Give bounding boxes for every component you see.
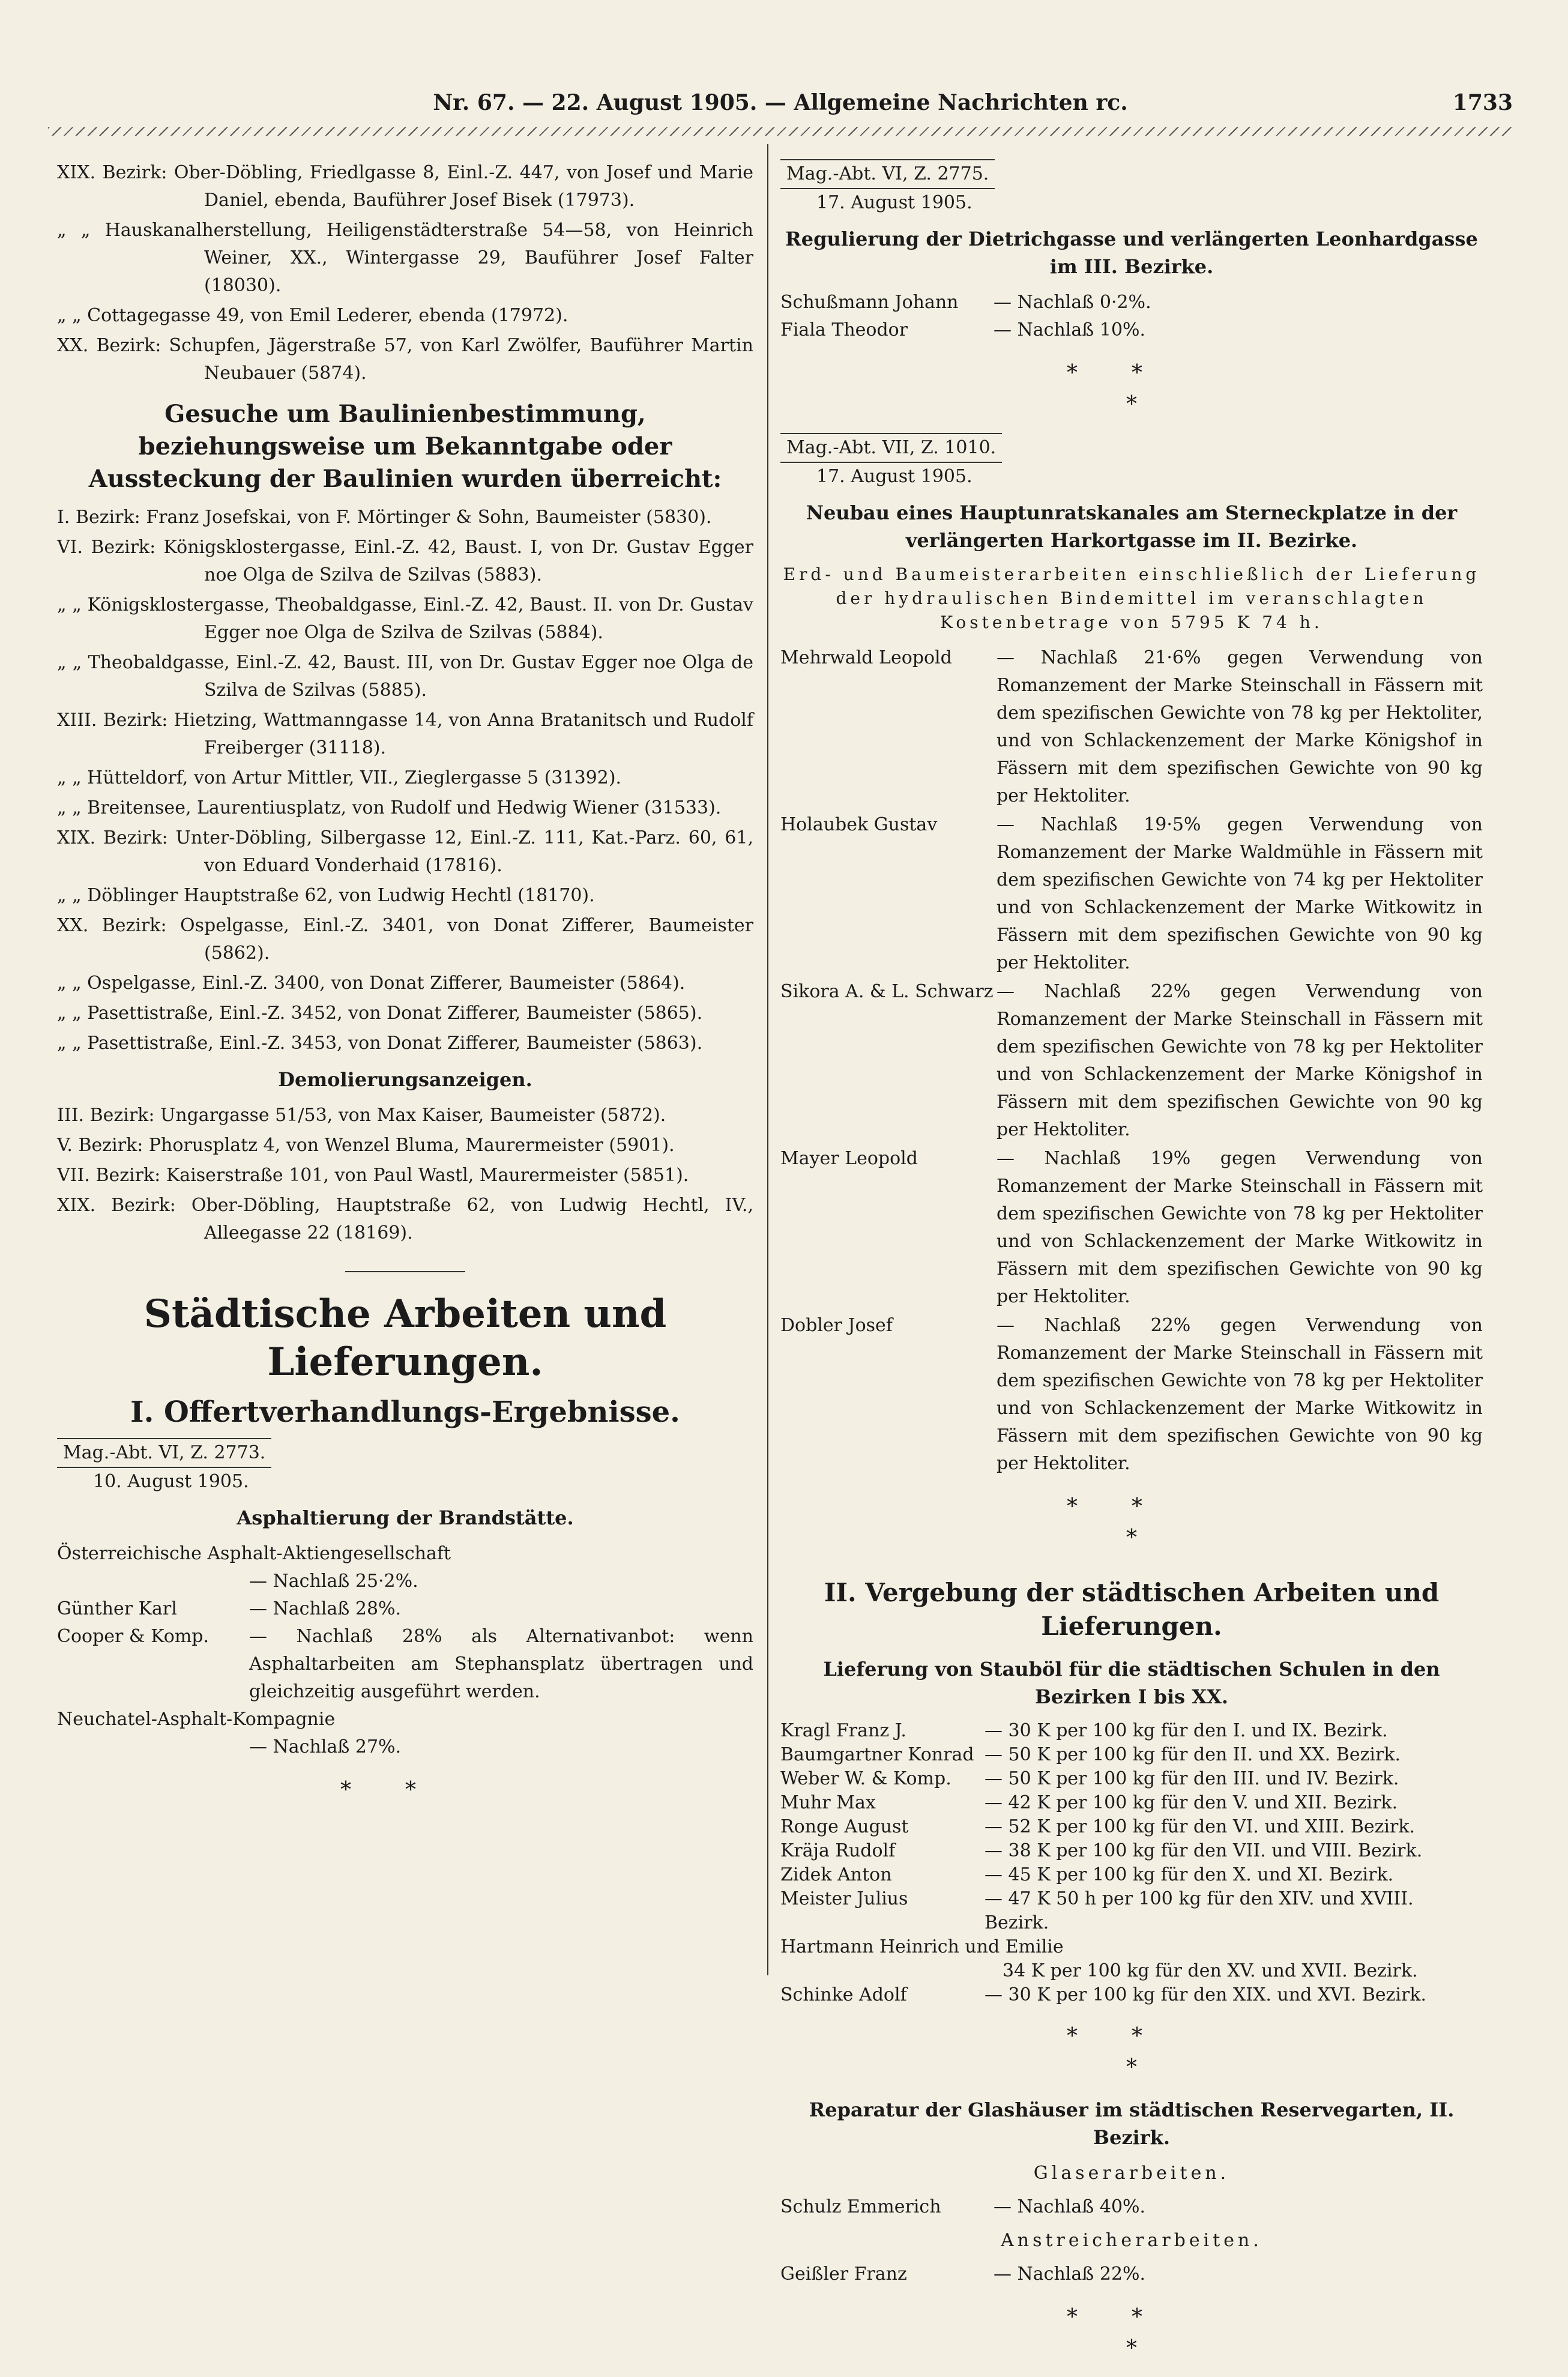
list-item: Geißler Franz — Nachlaß 22%.	[780, 2264, 1146, 2285]
separator-stars: **	[1067, 2305, 1196, 2330]
subtopic-anstreicher: Anstreicherarbeiten.	[1001, 2230, 1262, 2251]
entry: „ „ Cottagegasse 49, von Emil Lederer, ebenda (17972).	[57, 305, 568, 326]
list-item: Meister Julius — 47 K 50 h per 100 kg für den XIV. und XVIII. Bezirk.	[780, 1888, 1414, 1933]
entry: XX. Bezirk: Ospelgasse, Einl.-Z. 3401, von Donat Zifferer, Baumeister (5862).	[57, 915, 753, 964]
column-rule	[767, 144, 768, 1975]
list-item: Ronge August — 52 K per 100 kg für den VI. und XIII. Bezirk.	[780, 1816, 1416, 1837]
list-item: Schinke Adolf — 30 K per 100 kg für den XIX. und XVI. Bezirk.	[780, 1984, 1427, 2005]
big-title: Städtische Arbeiten und Lieferungen.	[143, 1291, 667, 1385]
page-header	[48, 84, 1513, 126]
separator-stars: **	[340, 1778, 470, 1802]
entry: XIX. Bezirk: Ober-Döbling, Hauptstraße 62, von Ludwig Hechtl, IV., Alleegasse 22 (18169).	[57, 1195, 753, 1243]
entry: „ „ Breitensee, Laurentiusplatz, von Rudolf und Hedwig Wiener (31533).	[57, 797, 722, 818]
baulinien-entries	[57, 504, 753, 1057]
list-item: Österreichische Asphalt-Aktiengesellschaft — Nachlaß 25·2%.	[57, 1543, 451, 1592]
page-number: 1733	[1452, 90, 1513, 115]
entry: XX. Bezirk: Schupfen, Jägerstraße 57, von Karl Zwölfer, Bauführer Martin Neubauer (5874).	[57, 335, 753, 384]
list-item: Zidek Anton — 45 K per 100 kg für den X. und XI. Bezirk.	[780, 1864, 1394, 1885]
list-item: Hartmann Heinrich und Emilie 34 K per 100 kg für den XV. und XVII. Bezirk.	[780, 1936, 1418, 1981]
mag-date: 10. August 1905.	[93, 1471, 249, 1492]
entry: VII. Bezirk: Kaiserstraße 101, von Paul Wastl, Maurermeister (5851).	[57, 1165, 689, 1186]
block-glashaeuser	[780, 2096, 1483, 2363]
list-item: Günther Karl — Nachlaß 28%.	[57, 1598, 402, 1619]
list-item: Neuchatel-Asphalt-Kompagnie — Nachlaß 27%.	[57, 1709, 402, 1757]
separator-star: *	[1126, 1526, 1137, 1550]
list-item: Kragl Franz J. — 30 K per 100 kg für den I. und IX. Bezirk.	[780, 1720, 1388, 1741]
entry: „ „ Döblinger Hauptstraße 62, von Ludwig Hechtl (18170).	[57, 885, 595, 906]
topic: Neubau eines Hauptunratskanales am Sterneckplatze in der verlängerten Harkortgasse im II. Bezirke.	[806, 501, 1458, 552]
list-item: Fiala Theodor — Nachlaß 10%.	[780, 319, 1146, 340]
topic: Reparatur der Glashäuser im städtischen Reservegarten, II. Bezirk.	[809, 2098, 1455, 2149]
list-item: Dobler Josef — Nachlaß 22% gegen Verwendung von Romanzement der Marke Steinschall in Fässern mit dem spezifischen Gewichte von 78 kg per Hektoliter und von Schlackenzement der Marke Witkowitz in Fässern mit dem spezifischen Gewichte von 90 kg per Hektoliter.	[780, 1315, 1483, 1474]
section-vergebung-heading: II. Vergebung der städtischen Arbeiten und Lieferungen.	[824, 1578, 1440, 1641]
separator-star: *	[1126, 2336, 1137, 2361]
separator-stars: **	[1067, 2024, 1196, 2049]
mag-date: 17. August 1905.	[816, 192, 972, 213]
divider	[345, 1271, 465, 1272]
entry: III. Bezirk: Ungargasse 51/53, von Max Kaiser, Baumeister (5872).	[57, 1105, 666, 1126]
list-item: Kräja Rudolf — 38 K per 100 kg für den VII. und VIII. Bezirk.	[780, 1840, 1423, 1861]
separator-stars: **	[1067, 1494, 1196, 1519]
demolierung-entries	[57, 1102, 753, 1247]
stauboel-list	[780, 1719, 1483, 2007]
entry: XIX. Bezirk: Unter-Döbling, Silbergasse 12, Einl.-Z. 111, Kat.-Parz. 60, 61, von Eduard Vonderhaid (17816).	[57, 827, 754, 876]
header-rule	[48, 127, 1513, 136]
topic: Lieferung von Stauböl für die städtischen Schulen in den Bezirken I bis XX.	[823, 1658, 1440, 1708]
entry: „ „ Pasettistraße, Einl.-Z. 3452, von Donat Zifferer, Baumeister (5865).	[57, 1003, 703, 1024]
header-title: Nr. 67. — 22. August 1905. — Allgemeine Nachrichten rc.	[433, 90, 1128, 115]
entry: „ „ Pasettistraße, Einl.-Z. 3453, von Donat Zifferer, Baumeister (5863).	[57, 1033, 703, 1054]
subtitle-offert: I. Offertverhandlungs-Ergebnisse.	[130, 1395, 680, 1429]
top-entries	[57, 159, 753, 387]
mag-ref: Mag.-Abt. VI, Z. 2773.	[57, 1438, 271, 1468]
separator-star: *	[1126, 392, 1137, 417]
separator-star: *	[1126, 2055, 1137, 2080]
subtopic: Erd- und Baumeisterarbeiten einschließlich der Lieferung der hydraulischen Bindemittel im veranschlagten Kostenbetrage von 5795 K 74 h.	[783, 564, 1480, 632]
entry: V. Bezirk: Phorusplatz 4, von Wenzel Bluma, Maurermeister (5901).	[57, 1135, 675, 1156]
topic-asphalt: Asphaltierung der Brandstätte.	[237, 1506, 574, 1529]
list-item: Weber W. & Komp. — 50 K per 100 kg für den III. und IV. Bezirk.	[780, 1768, 1399, 1789]
list-item: Holaubek Gustav — Nachlaß 19·5% gegen Verwendung von Romanzement der Marke Waldmühle in Fässern mit dem spezifischen Gewichte von 74 kg per Hektoliter und von Schlackenzement der Marke Witkowitz in Fässern mit dem spezifischen Gewichte von 90 kg per Hektoliter.	[780, 814, 1483, 973]
entry: VI. Bezirk: Königsklostergasse, Einl.-Z. 42, Baust. I, von Dr. Gustav Egger noe Olga de Szilva de Szilvas (5883).	[57, 537, 753, 585]
entry: „ „ Hütteldorf, von Artur Mittler, VII., Zieglergasse 5 (31392).	[57, 767, 622, 788]
entry: I. Bezirk: Franz Josefskai, von F. Mörtinger & Sohn, Baumeister (5830).	[57, 507, 712, 528]
list-item: Schußmann Johann — Nachlaß 0·2%.	[780, 292, 1151, 313]
asphalt-entries	[57, 1540, 753, 1761]
subtopic-glaser: Glaserarbeiten.	[1033, 2163, 1230, 2184]
topic: Regulierung der Dietrichgasse und verlängerten Leonhardgasse im III. Bezirke.	[785, 228, 1478, 278]
entry: „ „ Hauskanalherstellung, Heiligenstädterstraße 54—58, von Heinrich Weiner, XX., Wintergasse 29, Bauführer Josef Falter (18030).	[57, 220, 753, 296]
list-item: Mehrwald Leopold — Nachlaß 21·6% gegen Verwendung von Romanzement der Marke Steinschall in Fässern mit dem spezifischen Gewichte von 78 kg per Hektoliter, und von Schlackenzement der Marke Königshof in Fässern mit dem spezifischen Gewichte von 90 kg per Hektoliter.	[780, 647, 1483, 806]
list-item: Baumgartner Konrad — 50 K per 100 kg für den II. und XX. Bezirk.	[780, 1744, 1401, 1765]
list-item: Sikora A. & L. Schwarz — Nachlaß 22% gegen Verwendung von Romanzement der Marke Steinschall in Fässern mit dem spezifischen Gewichte von 78 kg per Hektoliter und von Schlackenzement der Marke Königshof in Fässern mit dem spezifischen Gewichte von 90 kg per Hektoliter.	[780, 981, 1483, 1140]
list-item: Cooper & Komp. — Nachlaß 28% als Alternativanbot: wenn Asphaltarbeiten am Stephansplatz übertragen und gleichzeitig ausgeführt werden.	[57, 1626, 753, 1702]
list-item: Schulz Emmerich — Nachlaß 40%.	[780, 2196, 1146, 2217]
entry: „ „ Ospelgasse, Einl.-Z. 3400, von Donat Zifferer, Baumeister (5864).	[57, 973, 686, 994]
block-kanal	[780, 433, 1483, 1552]
right-column	[780, 159, 1483, 2377]
left-column	[57, 159, 753, 1814]
entry: „ „ Königsklostergasse, Theobaldgasse, Einl.-Z. 42, Baust. II. von Dr. Gustav Egger noe Olga de Szilva de Szilvas (5884).	[57, 594, 754, 643]
block-dietrichgasse	[780, 159, 1483, 418]
list-item: Muhr Max — 42 K per 100 kg für den V. und XII. Bezirk.	[780, 1792, 1398, 1813]
section-baulinien-heading: Gesuche um Baulinienbestimmung, beziehungsweise um Bekanntgabe oder Aussteckung der Baulinien wurden überreicht:	[88, 400, 722, 493]
mag-ref: Mag.-Abt. VI, Z. 2775.	[780, 159, 995, 189]
mag-date: 17. August 1905.	[816, 466, 972, 487]
list-item: Mayer Leopold — Nachlaß 19% gegen Verwendung von Romanzement der Marke Steinschall in Fässern mit dem spezifischen Gewichte von 78 kg per Hektoliter und von Schlackenzement der Marke Witkowitz in Fässern mit dem spezifischen Gewichte von 90 kg per Hektoliter.	[780, 1148, 1483, 1307]
entry: XIII. Bezirk: Hietzing, Wattmanngasse 14, von Anna Bratanitsch und Rudolf Freiberger (31118).	[57, 710, 753, 758]
entry: „ „ Theobaldgasse, Einl.-Z. 42, Baust. III, von Dr. Gustav Egger noe Olga de Szilva de Szilvas (5885).	[57, 652, 754, 701]
separator-stars: **	[1067, 361, 1196, 385]
block-stauboel	[780, 1655, 1483, 2082]
section-demolierung-heading: Demolierungsanzeigen.	[278, 1068, 532, 1091]
mag-ref-block	[57, 1438, 753, 1496]
mag-ref: Mag.-Abt. VII, Z. 1010.	[780, 433, 1002, 463]
entry: XIX. Bezirk: Ober-Döbling, Friedlgasse 8, Einl.-Z. 447, von Josef und Marie Daniel, ebenda, Bauführer Josef Bisek (17973).	[57, 162, 753, 211]
